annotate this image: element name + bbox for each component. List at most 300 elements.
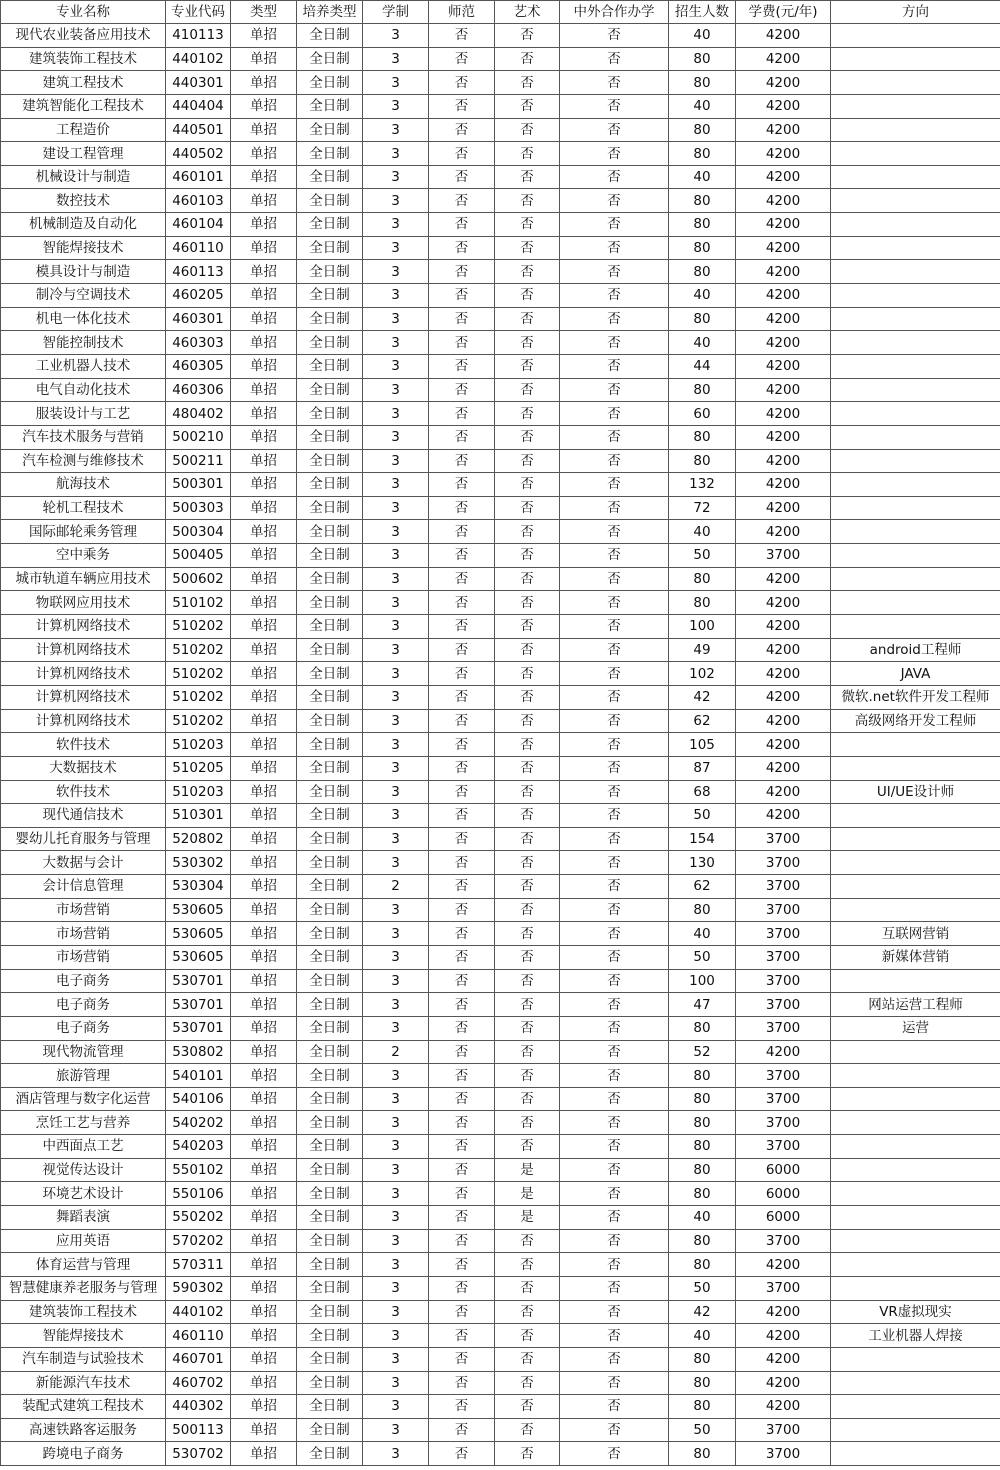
teacher-ed-cell: 否 bbox=[429, 804, 495, 828]
major-code-cell: 500303 bbox=[166, 496, 231, 520]
major-name-cell: 计算机网络技术 bbox=[1, 709, 166, 733]
major-name-cell: 市场营销 bbox=[1, 922, 166, 946]
header-teacher-ed: 师范 bbox=[429, 1, 495, 24]
major-code-cell: 540106 bbox=[166, 1087, 231, 1111]
duration-cell: 3 bbox=[363, 71, 429, 95]
tuition-cell: 3700 bbox=[736, 1418, 831, 1442]
direction-cell bbox=[831, 969, 1000, 993]
enrollment-cell: 40 bbox=[669, 520, 736, 544]
major-code-cell: 500301 bbox=[166, 473, 231, 497]
training-type-cell: 全日制 bbox=[297, 331, 363, 355]
major-code-cell: 460303 bbox=[166, 331, 231, 355]
teacher-ed-cell: 否 bbox=[429, 1229, 495, 1253]
direction-cell bbox=[831, 1064, 1000, 1088]
joint-program-cell: 否 bbox=[560, 804, 669, 828]
enrollment-cell: 80 bbox=[669, 1182, 736, 1206]
type-cell: 单招 bbox=[231, 1111, 297, 1135]
duration-cell: 3 bbox=[363, 827, 429, 851]
enrollment-cell: 72 bbox=[669, 496, 736, 520]
direction-cell: 工业机器人焊接 bbox=[831, 1324, 1000, 1348]
major-name-cell: 服装设计与工艺 bbox=[1, 402, 166, 426]
teacher-ed-cell: 否 bbox=[429, 47, 495, 71]
tuition-cell: 4200 bbox=[736, 378, 831, 402]
major-code-cell: 570311 bbox=[166, 1253, 231, 1277]
major-code-cell: 460110 bbox=[166, 236, 231, 260]
major-name-cell: 体育运营与管理 bbox=[1, 1253, 166, 1277]
major-name-cell: 机械设计与制造 bbox=[1, 165, 166, 189]
enrollment-cell: 68 bbox=[669, 780, 736, 804]
table-row bbox=[1, 685, 1000, 709]
art-cell: 否 bbox=[495, 945, 560, 969]
direction-cell bbox=[831, 615, 1000, 639]
direction-cell: 互联网营销 bbox=[831, 922, 1000, 946]
art-cell: 否 bbox=[495, 567, 560, 591]
tuition-cell: 4200 bbox=[736, 709, 831, 733]
art-cell: 否 bbox=[495, 615, 560, 639]
duration-cell: 3 bbox=[363, 544, 429, 568]
direction-cell bbox=[831, 1111, 1000, 1135]
direction-cell bbox=[831, 544, 1000, 568]
duration-cell: 3 bbox=[363, 709, 429, 733]
teacher-ed-cell: 否 bbox=[429, 496, 495, 520]
major-name-cell: 软件技术 bbox=[1, 733, 166, 757]
type-cell: 单招 bbox=[231, 1324, 297, 1348]
duration-cell: 3 bbox=[363, 378, 429, 402]
training-type-cell: 全日制 bbox=[297, 1111, 363, 1135]
teacher-ed-cell: 否 bbox=[429, 1395, 495, 1419]
tuition-cell: 3700 bbox=[736, 1135, 831, 1159]
duration-cell: 3 bbox=[363, 662, 429, 686]
enrollment-cell: 42 bbox=[669, 1300, 736, 1324]
major-name-cell: 现代物流管理 bbox=[1, 1040, 166, 1064]
art-cell: 否 bbox=[495, 1276, 560, 1300]
training-type-cell: 全日制 bbox=[297, 1442, 363, 1466]
duration-cell: 3 bbox=[363, 1064, 429, 1088]
tuition-cell: 4200 bbox=[736, 331, 831, 355]
art-cell: 否 bbox=[495, 662, 560, 686]
teacher-ed-cell: 否 bbox=[429, 1418, 495, 1442]
major-name-cell: 模具设计与制造 bbox=[1, 260, 166, 284]
direction-cell: VR虚拟现实 bbox=[831, 1300, 1000, 1324]
type-cell: 单招 bbox=[231, 213, 297, 237]
duration-cell: 3 bbox=[363, 354, 429, 378]
joint-program-cell: 否 bbox=[560, 685, 669, 709]
training-type-cell: 全日制 bbox=[297, 733, 363, 757]
teacher-ed-cell: 否 bbox=[429, 945, 495, 969]
training-type-cell: 全日制 bbox=[297, 851, 363, 875]
enrollment-cell: 132 bbox=[669, 473, 736, 497]
art-cell: 否 bbox=[495, 260, 560, 284]
major-code-cell: 530605 bbox=[166, 922, 231, 946]
art-cell: 否 bbox=[495, 827, 560, 851]
major-code-cell: 510202 bbox=[166, 685, 231, 709]
training-type-cell: 全日制 bbox=[297, 142, 363, 166]
teacher-ed-cell: 否 bbox=[429, 1182, 495, 1206]
joint-program-cell: 否 bbox=[560, 969, 669, 993]
direction-cell bbox=[831, 142, 1000, 166]
tuition-cell: 4200 bbox=[736, 638, 831, 662]
enrollment-cell: 80 bbox=[669, 213, 736, 237]
major-name-cell: 现代通信技术 bbox=[1, 804, 166, 828]
tuition-cell: 3700 bbox=[736, 1111, 831, 1135]
duration-cell: 3 bbox=[363, 1300, 429, 1324]
major-code-cell: 540202 bbox=[166, 1111, 231, 1135]
major-name-cell: 新能源汽车技术 bbox=[1, 1371, 166, 1395]
art-cell: 否 bbox=[495, 142, 560, 166]
table-row bbox=[1, 1253, 1000, 1277]
table-row bbox=[1, 756, 1000, 780]
type-cell: 单招 bbox=[231, 354, 297, 378]
tuition-cell: 4200 bbox=[736, 1371, 831, 1395]
training-type-cell: 全日制 bbox=[297, 1229, 363, 1253]
table-row bbox=[1, 520, 1000, 544]
major-name-cell: 市场营销 bbox=[1, 898, 166, 922]
art-cell: 否 bbox=[495, 378, 560, 402]
training-type-cell: 全日制 bbox=[297, 544, 363, 568]
table-body bbox=[1, 24, 1000, 1466]
major-name-cell: 婴幼儿托育服务与管理 bbox=[1, 827, 166, 851]
type-cell: 单招 bbox=[231, 307, 297, 331]
joint-program-cell: 否 bbox=[560, 898, 669, 922]
major-code-cell: 530605 bbox=[166, 945, 231, 969]
tuition-cell: 4200 bbox=[736, 615, 831, 639]
direction-cell bbox=[831, 496, 1000, 520]
enrollment-cell: 80 bbox=[669, 449, 736, 473]
art-cell: 否 bbox=[495, 331, 560, 355]
tuition-cell: 3700 bbox=[736, 1016, 831, 1040]
direction-cell bbox=[831, 1371, 1000, 1395]
type-cell: 单招 bbox=[231, 993, 297, 1017]
enrollment-cell: 80 bbox=[669, 1347, 736, 1371]
major-name-cell: 计算机网络技术 bbox=[1, 685, 166, 709]
type-cell: 单招 bbox=[231, 827, 297, 851]
art-cell: 否 bbox=[495, 47, 560, 71]
enrollment-cell: 80 bbox=[669, 118, 736, 142]
table-row bbox=[1, 733, 1000, 757]
header-tuition: 学费(元/年) bbox=[736, 1, 831, 24]
enrollment-cell: 130 bbox=[669, 851, 736, 875]
table-row bbox=[1, 1442, 1000, 1466]
table-row bbox=[1, 307, 1000, 331]
training-type-cell: 全日制 bbox=[297, 1276, 363, 1300]
duration-cell: 3 bbox=[363, 1016, 429, 1040]
joint-program-cell: 否 bbox=[560, 284, 669, 308]
major-name-cell: 建筑智能化工程技术 bbox=[1, 94, 166, 118]
joint-program-cell: 否 bbox=[560, 993, 669, 1017]
enrollment-cell: 80 bbox=[669, 142, 736, 166]
direction-cell bbox=[831, 827, 1000, 851]
teacher-ed-cell: 否 bbox=[429, 1347, 495, 1371]
duration-cell: 3 bbox=[363, 804, 429, 828]
table-row bbox=[1, 945, 1000, 969]
joint-program-cell: 否 bbox=[560, 851, 669, 875]
major-code-cell: 440102 bbox=[166, 47, 231, 71]
major-name-cell: 大数据技术 bbox=[1, 756, 166, 780]
joint-program-cell: 否 bbox=[560, 1016, 669, 1040]
table-row bbox=[1, 213, 1000, 237]
enrollment-cell: 80 bbox=[669, 425, 736, 449]
type-cell: 单招 bbox=[231, 284, 297, 308]
art-cell: 是 bbox=[495, 1206, 560, 1230]
art-cell: 否 bbox=[495, 1418, 560, 1442]
tuition-cell: 4200 bbox=[736, 567, 831, 591]
enrollment-cell: 80 bbox=[669, 1135, 736, 1159]
table-row bbox=[1, 284, 1000, 308]
joint-program-cell: 否 bbox=[560, 733, 669, 757]
teacher-ed-cell: 否 bbox=[429, 213, 495, 237]
joint-program-cell: 否 bbox=[560, 402, 669, 426]
major-code-cell: 440501 bbox=[166, 118, 231, 142]
enrollment-cell: 80 bbox=[669, 189, 736, 213]
teacher-ed-cell: 否 bbox=[429, 378, 495, 402]
direction-cell: JAVA bbox=[831, 662, 1000, 686]
teacher-ed-cell: 否 bbox=[429, 875, 495, 899]
teacher-ed-cell: 否 bbox=[429, 165, 495, 189]
header-enrollment: 招生人数 bbox=[669, 1, 736, 24]
enrollment-cell: 60 bbox=[669, 402, 736, 426]
enrollment-cell: 80 bbox=[669, 260, 736, 284]
training-type-cell: 全日制 bbox=[297, 922, 363, 946]
duration-cell: 3 bbox=[363, 993, 429, 1017]
type-cell: 单招 bbox=[231, 1418, 297, 1442]
enrollment-cell: 40 bbox=[669, 1324, 736, 1348]
direction-cell: android工程师 bbox=[831, 638, 1000, 662]
major-code-cell: 530701 bbox=[166, 969, 231, 993]
major-code-cell: 550106 bbox=[166, 1182, 231, 1206]
major-code-cell: 410113 bbox=[166, 24, 231, 48]
major-name-cell: 计算机网络技术 bbox=[1, 638, 166, 662]
training-type-cell: 全日制 bbox=[297, 47, 363, 71]
joint-program-cell: 否 bbox=[560, 71, 669, 95]
major-code-cell: 440302 bbox=[166, 1395, 231, 1419]
major-code-cell: 550102 bbox=[166, 1158, 231, 1182]
training-type-cell: 全日制 bbox=[297, 1158, 363, 1182]
direction-cell: 网站运营工程师 bbox=[831, 993, 1000, 1017]
teacher-ed-cell: 否 bbox=[429, 567, 495, 591]
enrollment-cell: 49 bbox=[669, 638, 736, 662]
duration-cell: 3 bbox=[363, 685, 429, 709]
teacher-ed-cell: 否 bbox=[429, 615, 495, 639]
teacher-ed-cell: 否 bbox=[429, 1158, 495, 1182]
tuition-cell: 4200 bbox=[736, 733, 831, 757]
training-type-cell: 全日制 bbox=[297, 378, 363, 402]
header-major-code: 专业代码 bbox=[166, 1, 231, 24]
table-row bbox=[1, 851, 1000, 875]
major-name-cell: 环境艺术设计 bbox=[1, 1182, 166, 1206]
tuition-cell: 4200 bbox=[736, 165, 831, 189]
joint-program-cell: 否 bbox=[560, 520, 669, 544]
enrollment-cell: 62 bbox=[669, 875, 736, 899]
duration-cell: 3 bbox=[363, 615, 429, 639]
table-row bbox=[1, 71, 1000, 95]
type-cell: 单招 bbox=[231, 24, 297, 48]
duration-cell: 3 bbox=[363, 307, 429, 331]
direction-cell bbox=[831, 24, 1000, 48]
major-code-cell: 440502 bbox=[166, 142, 231, 166]
major-name-cell: 建设工程管理 bbox=[1, 142, 166, 166]
joint-program-cell: 否 bbox=[560, 567, 669, 591]
training-type-cell: 全日制 bbox=[297, 993, 363, 1017]
direction-cell bbox=[831, 733, 1000, 757]
duration-cell: 3 bbox=[363, 189, 429, 213]
tuition-cell: 4200 bbox=[736, 213, 831, 237]
major-code-cell: 530802 bbox=[166, 1040, 231, 1064]
art-cell: 否 bbox=[495, 804, 560, 828]
table-row bbox=[1, 1064, 1000, 1088]
tuition-cell: 3700 bbox=[736, 945, 831, 969]
direction-cell: UI/UE设计师 bbox=[831, 780, 1000, 804]
type-cell: 单招 bbox=[231, 71, 297, 95]
table-row bbox=[1, 24, 1000, 48]
type-cell: 单招 bbox=[231, 142, 297, 166]
art-cell: 否 bbox=[495, 1300, 560, 1324]
major-code-cell: 510203 bbox=[166, 780, 231, 804]
training-type-cell: 全日制 bbox=[297, 213, 363, 237]
table-row bbox=[1, 378, 1000, 402]
enrollment-cell: 52 bbox=[669, 1040, 736, 1064]
major-name-cell: 会计信息管理 bbox=[1, 875, 166, 899]
direction-cell bbox=[831, 1418, 1000, 1442]
table-row bbox=[1, 1158, 1000, 1182]
duration-cell: 3 bbox=[363, 94, 429, 118]
art-cell: 否 bbox=[495, 1016, 560, 1040]
teacher-ed-cell: 否 bbox=[429, 236, 495, 260]
enrollment-cell: 80 bbox=[669, 236, 736, 260]
duration-cell: 3 bbox=[363, 331, 429, 355]
training-type-cell: 全日制 bbox=[297, 449, 363, 473]
major-code-cell: 460103 bbox=[166, 189, 231, 213]
art-cell: 否 bbox=[495, 638, 560, 662]
major-name-cell: 智慧健康养老服务与管理 bbox=[1, 1276, 166, 1300]
joint-program-cell: 否 bbox=[560, 425, 669, 449]
duration-cell: 3 bbox=[363, 898, 429, 922]
joint-program-cell: 否 bbox=[560, 354, 669, 378]
major-code-cell: 460701 bbox=[166, 1347, 231, 1371]
table-row bbox=[1, 1040, 1000, 1064]
major-code-cell: 510102 bbox=[166, 591, 231, 615]
duration-cell: 3 bbox=[363, 1276, 429, 1300]
tuition-cell: 4200 bbox=[736, 425, 831, 449]
header-type: 类型 bbox=[231, 1, 297, 24]
direction-cell: 高级网络开发工程师 bbox=[831, 709, 1000, 733]
enrollment-cell: 100 bbox=[669, 615, 736, 639]
enrollment-cell: 80 bbox=[669, 71, 736, 95]
teacher-ed-cell: 否 bbox=[429, 118, 495, 142]
major-code-cell: 520802 bbox=[166, 827, 231, 851]
duration-cell: 3 bbox=[363, 473, 429, 497]
training-type-cell: 全日制 bbox=[297, 189, 363, 213]
training-type-cell: 全日制 bbox=[297, 638, 363, 662]
art-cell: 否 bbox=[495, 213, 560, 237]
art-cell: 否 bbox=[495, 307, 560, 331]
direction-cell bbox=[831, 1206, 1000, 1230]
major-code-cell: 440404 bbox=[166, 94, 231, 118]
training-type-cell: 全日制 bbox=[297, 898, 363, 922]
art-cell: 否 bbox=[495, 685, 560, 709]
art-cell: 否 bbox=[495, 236, 560, 260]
joint-program-cell: 否 bbox=[560, 236, 669, 260]
duration-cell: 3 bbox=[363, 1135, 429, 1159]
teacher-ed-cell: 否 bbox=[429, 733, 495, 757]
duration-cell: 3 bbox=[363, 1395, 429, 1419]
training-type-cell: 全日制 bbox=[297, 118, 363, 142]
major-code-cell: 460305 bbox=[166, 354, 231, 378]
tuition-cell: 4200 bbox=[736, 662, 831, 686]
enrollment-cell: 50 bbox=[669, 1276, 736, 1300]
duration-cell: 3 bbox=[363, 591, 429, 615]
training-type-cell: 全日制 bbox=[297, 662, 363, 686]
joint-program-cell: 否 bbox=[560, 662, 669, 686]
type-cell: 单招 bbox=[231, 851, 297, 875]
type-cell: 单招 bbox=[231, 1087, 297, 1111]
table-row bbox=[1, 1276, 1000, 1300]
teacher-ed-cell: 否 bbox=[429, 354, 495, 378]
joint-program-cell: 否 bbox=[560, 94, 669, 118]
table-row bbox=[1, 1395, 1000, 1419]
major-name-cell: 汽车检测与维修技术 bbox=[1, 449, 166, 473]
joint-program-cell: 否 bbox=[560, 709, 669, 733]
training-type-cell: 全日制 bbox=[297, 496, 363, 520]
training-type-cell: 全日制 bbox=[297, 567, 363, 591]
major-code-cell: 460110 bbox=[166, 1324, 231, 1348]
type-cell: 单招 bbox=[231, 1206, 297, 1230]
tuition-cell: 3700 bbox=[736, 1442, 831, 1466]
training-type-cell: 全日制 bbox=[297, 804, 363, 828]
major-code-cell: 460104 bbox=[166, 213, 231, 237]
type-cell: 单招 bbox=[231, 189, 297, 213]
duration-cell: 3 bbox=[363, 1087, 429, 1111]
table-row bbox=[1, 638, 1000, 662]
direction-cell bbox=[831, 1087, 1000, 1111]
tuition-cell: 6000 bbox=[736, 1182, 831, 1206]
table-row bbox=[1, 449, 1000, 473]
tuition-cell: 4200 bbox=[736, 1395, 831, 1419]
header-major-name: 专业名称 bbox=[1, 1, 166, 24]
art-cell: 否 bbox=[495, 284, 560, 308]
joint-program-cell: 否 bbox=[560, 165, 669, 189]
table-row bbox=[1, 827, 1000, 851]
teacher-ed-cell: 否 bbox=[429, 1206, 495, 1230]
tuition-cell: 4200 bbox=[736, 1300, 831, 1324]
tuition-cell: 4200 bbox=[736, 402, 831, 426]
major-code-cell: 510202 bbox=[166, 638, 231, 662]
teacher-ed-cell: 否 bbox=[429, 520, 495, 544]
enrollment-cell: 80 bbox=[669, 47, 736, 71]
tuition-cell: 4200 bbox=[736, 473, 831, 497]
joint-program-cell: 否 bbox=[560, 827, 669, 851]
major-name-cell: 电气自动化技术 bbox=[1, 378, 166, 402]
art-cell: 否 bbox=[495, 1064, 560, 1088]
duration-cell: 3 bbox=[363, 1347, 429, 1371]
duration-cell: 3 bbox=[363, 567, 429, 591]
art-cell: 否 bbox=[495, 1040, 560, 1064]
teacher-ed-cell: 否 bbox=[429, 402, 495, 426]
type-cell: 单招 bbox=[231, 1135, 297, 1159]
table-row bbox=[1, 1016, 1000, 1040]
training-type-cell: 全日制 bbox=[297, 1395, 363, 1419]
major-name-cell: 舞蹈表演 bbox=[1, 1206, 166, 1230]
direction-cell bbox=[831, 1158, 1000, 1182]
art-cell: 否 bbox=[495, 71, 560, 95]
direction-cell bbox=[831, 1276, 1000, 1300]
art-cell: 否 bbox=[495, 449, 560, 473]
tuition-cell: 4200 bbox=[736, 284, 831, 308]
major-name-cell: 计算机网络技术 bbox=[1, 662, 166, 686]
teacher-ed-cell: 否 bbox=[429, 1016, 495, 1040]
major-name-cell: 电子商务 bbox=[1, 969, 166, 993]
direction-cell bbox=[831, 804, 1000, 828]
direction-cell bbox=[831, 1135, 1000, 1159]
